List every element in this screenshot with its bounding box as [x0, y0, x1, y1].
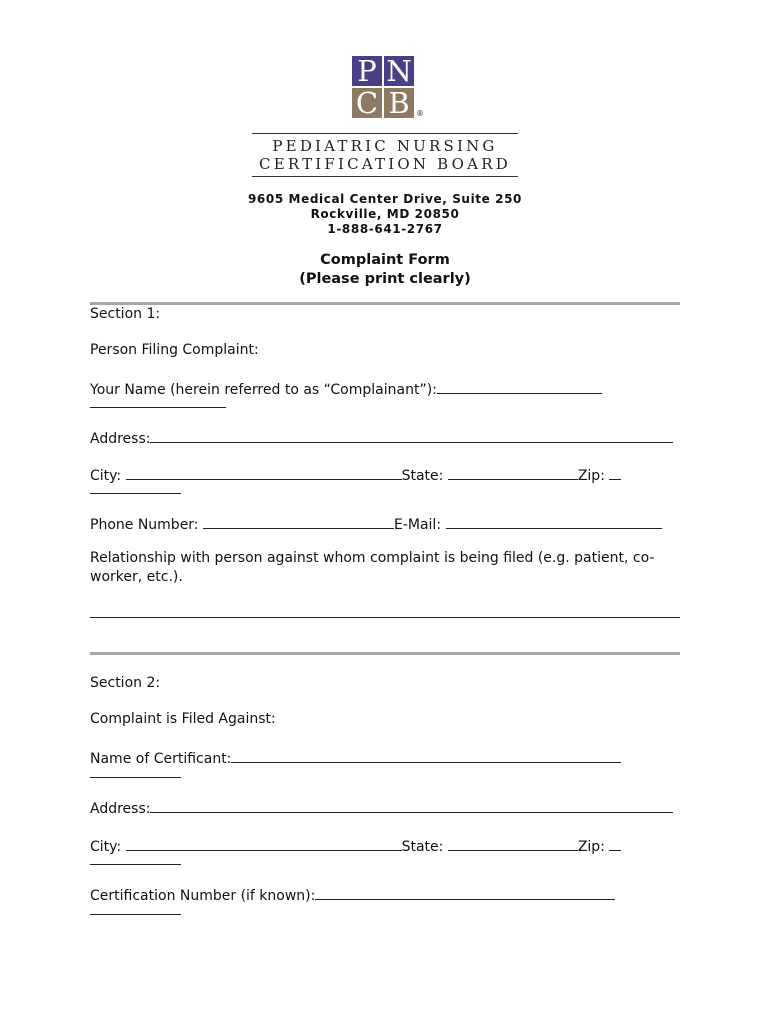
certificant-address-row: [90, 797, 673, 817]
complainant-zip-label: Zip:: [577, 468, 610, 484]
complainant-phone-field[interactable]: [203, 513, 394, 529]
address-line1: 9605 Medical Center Drive, Suite 250: [247, 192, 522, 206]
complainant-contact-row: [90, 513, 662, 533]
registered-mark: ®: [416, 109, 424, 118]
certificant-address-label: Address:: [90, 801, 151, 817]
logo-letter-b: B: [384, 88, 414, 118]
section-divider: [90, 652, 680, 655]
certificant-zip-label: Zip:: [577, 839, 610, 855]
section2-subheading: Complaint is Filed Against:: [90, 711, 276, 727]
certification-number-field-continued[interactable]: [90, 914, 181, 915]
certificant-name-field[interactable]: [231, 747, 621, 763]
section-divider: [90, 302, 680, 305]
complainant-name-row: [90, 378, 602, 398]
phone-number: 1-888-641-2767: [327, 222, 443, 236]
logo-letter-n: N: [384, 56, 414, 86]
certificant-name-field-continued[interactable]: [90, 777, 181, 778]
org-rule-top: [252, 133, 518, 134]
complainant-state-label: State:: [401, 468, 448, 484]
complainant-state-field[interactable]: [448, 464, 578, 480]
form-subtitle: (Please print clearly): [299, 271, 471, 287]
org-name-line2: CERTIFICATION BOARD: [259, 155, 511, 173]
org-rule-bottom: [252, 176, 518, 177]
complainant-city-label: City:: [90, 468, 126, 484]
certification-number-row: [90, 884, 615, 904]
complainant-email-label: E-Mail:: [393, 517, 446, 533]
complainant-phone-label: Phone Number:: [90, 517, 203, 533]
certification-number-label: Certification Number (if known):: [90, 888, 316, 904]
address-line2: Rockville, MD 20850: [310, 207, 460, 221]
relationship-label: Relationship with person against whom complaint is being filed (e.g. patient, co-worker, etc.).: [90, 550, 655, 585]
complainant-zip-field[interactable]: [609, 464, 621, 480]
complainant-zip-field-continued[interactable]: [90, 493, 181, 494]
certificant-name-row: [90, 747, 621, 767]
logo-letter-p: P: [352, 56, 382, 86]
certificant-city-label: City:: [90, 839, 126, 855]
form-title: Complaint Form: [320, 252, 450, 268]
relationship-field[interactable]: [90, 617, 680, 618]
section2-heading: Section 2:: [90, 675, 161, 691]
certificant-state-field[interactable]: [448, 835, 578, 851]
certification-number-field[interactable]: [315, 884, 615, 900]
pncb-logo: [352, 56, 422, 120]
certificant-address-field[interactable]: [150, 797, 673, 813]
section1-subheading: Person Filing Complaint:: [90, 342, 259, 358]
certificant-name-label: Name of Certificant:: [90, 751, 232, 767]
certificant-city-row: [90, 835, 621, 855]
certificant-city-field[interactable]: [126, 835, 402, 851]
complainant-address-label: Address:: [90, 431, 151, 447]
org-name-line1: PEDIATRIC NURSING: [272, 137, 498, 155]
certificant-zip-field[interactable]: [609, 835, 621, 851]
certificant-zip-field-continued[interactable]: [90, 864, 181, 865]
complainant-name-label: Your Name (herein referred to as “Complainant”):: [90, 382, 437, 398]
complainant-city-field[interactable]: [126, 464, 402, 480]
complainant-address-row: [90, 427, 673, 447]
logo-letter-c: C: [352, 88, 382, 118]
complainant-name-field-continued[interactable]: [90, 407, 226, 408]
complainant-email-field[interactable]: [446, 513, 662, 529]
complainant-name-field[interactable]: [437, 378, 602, 394]
section1-heading: Section 1:: [90, 306, 161, 322]
complainant-address-field[interactable]: [150, 427, 673, 443]
certificant-state-label: State:: [401, 839, 448, 855]
complainant-city-row: [90, 464, 621, 484]
